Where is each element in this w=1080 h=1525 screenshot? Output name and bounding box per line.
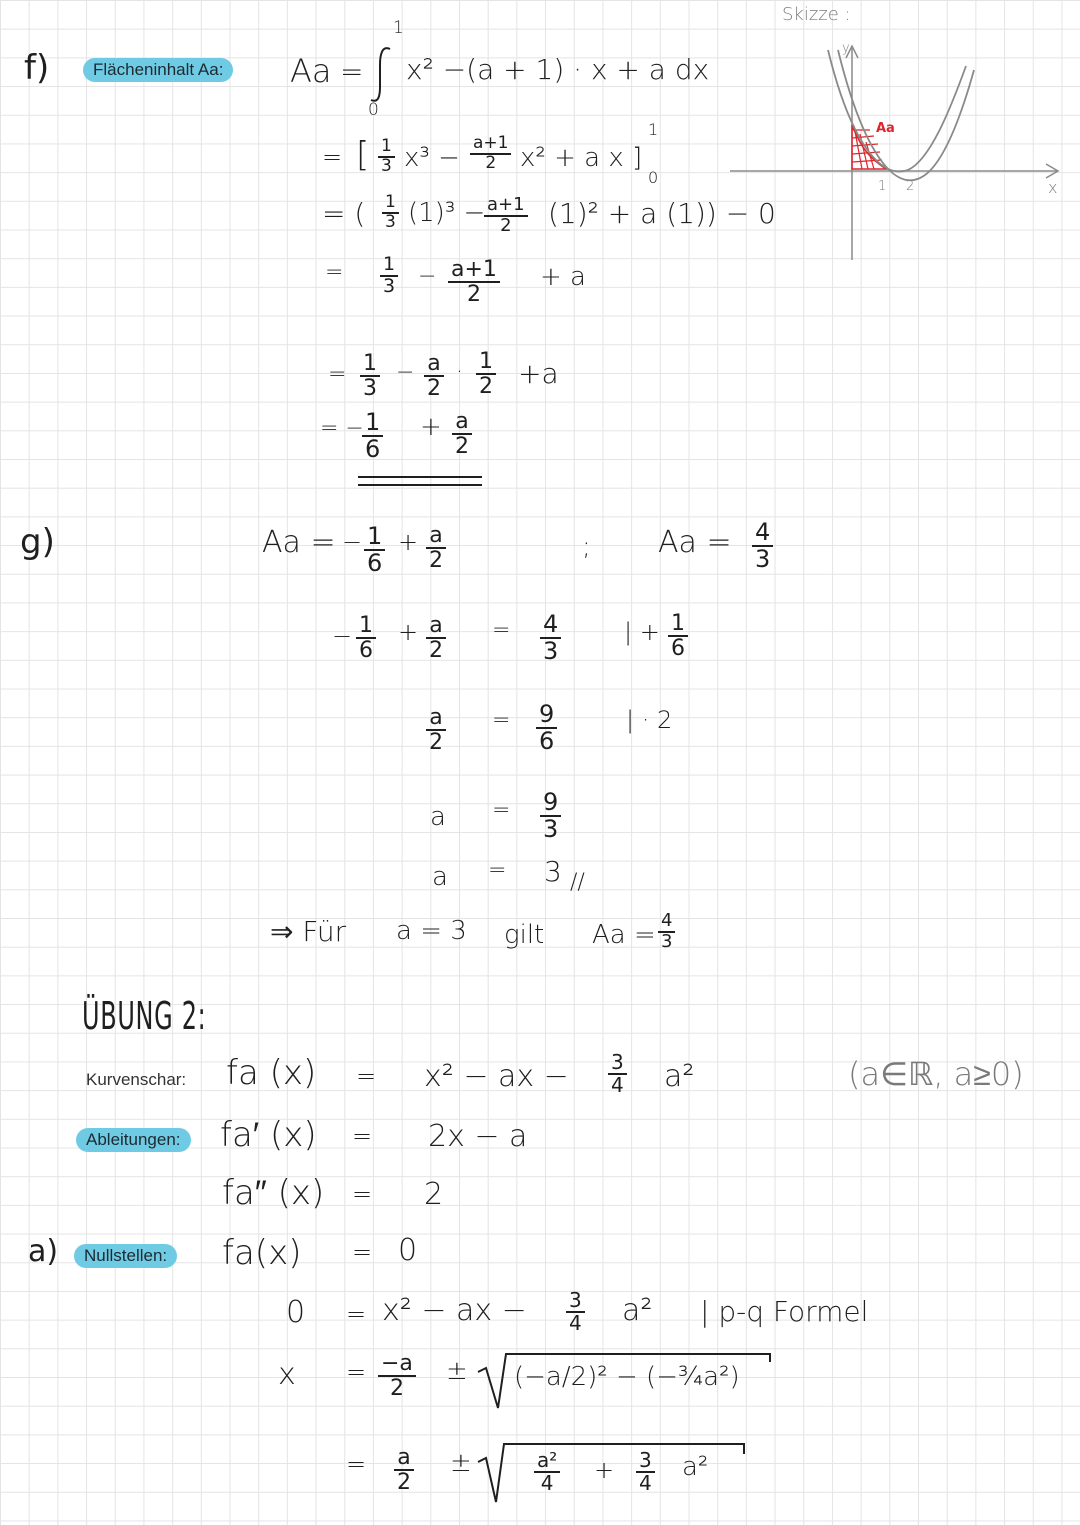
fraction-a-plus-1-over-2: $\frac{a+1}{2}$ xyxy=(470,135,511,173)
sketch-y-label: y xyxy=(842,41,850,56)
plus-sign: + xyxy=(398,618,419,646)
fraction-three-quarters-3: $\frac{3}{4}$ xyxy=(636,1450,655,1494)
kurvenschar-label: Kurvenschar: xyxy=(86,1070,187,1089)
fa-first-derivative: fa′ (x) xyxy=(220,1115,317,1155)
fraction-three-quarters-2: $\frac{3}{4}$ xyxy=(566,1290,585,1334)
equals-minus: = − xyxy=(320,416,364,441)
fraction-one-third-2: $\frac{1}{3}$ xyxy=(382,194,399,232)
fraction-a-over-2-g3: $\frac{a}{2}$ xyxy=(426,706,446,754)
equals-sign: = xyxy=(322,143,343,171)
sketch-x-label: x xyxy=(1048,178,1058,197)
equals-sign: = xyxy=(325,260,344,285)
conclusion-Aa: Aa = xyxy=(592,920,656,950)
g-result-mark: // xyxy=(570,870,585,895)
section-g-letter: g) xyxy=(20,522,55,562)
fraction-nine-thirds: $\frac{9}{3}$ xyxy=(540,790,561,842)
fa-function: fa (x) xyxy=(226,1053,317,1093)
sketch-tick-1: 1 xyxy=(878,179,887,194)
sketch-area-label: Aa xyxy=(876,121,895,136)
limit-upper: 1 xyxy=(648,120,659,139)
equals-sign: = xyxy=(340,55,364,88)
x-squared-term: x² + a x ] xyxy=(520,143,643,173)
equals-sign: = xyxy=(346,1450,367,1478)
fraction-a2-over-4: $\frac{\text{a²}}{4}$ xyxy=(534,1450,560,1494)
g-result: 3 xyxy=(544,855,562,888)
fraction-one-third-4: $\frac{1}{3}$ xyxy=(360,352,380,400)
minus-sign: − xyxy=(332,622,353,650)
fraction-a-over-2-g1: $\frac{a}{2}$ xyxy=(426,524,446,572)
g-row4-a: a xyxy=(430,802,446,832)
g-row5-a: a xyxy=(432,862,448,892)
pq-formula-note: | p-q Formel xyxy=(700,1295,869,1328)
conclusion-gilt: gilt xyxy=(504,920,545,950)
zero-lhs: 0 xyxy=(286,1295,306,1330)
uebung2-title: ÜBUNG 2: xyxy=(82,994,207,1038)
fa-x-zero: fa(x) xyxy=(222,1233,302,1273)
equals-sign: = xyxy=(352,1238,373,1266)
flaecheninhalt-label: Flächeninhalt Aa: xyxy=(83,58,233,82)
area-symbol: Aa xyxy=(290,52,332,90)
fraction-four-thirds-concl: $\frac{4}{3}$ xyxy=(658,912,675,952)
equals-sign: = xyxy=(346,1358,367,1386)
equals-paren: = ( xyxy=(322,197,366,230)
integral-sign xyxy=(368,45,398,105)
fraction-three-quarters: $\frac{3}{4}$ xyxy=(608,1052,627,1096)
sqrt2-a-squared: a² xyxy=(682,1452,709,1482)
fa-second-derivative: fa″ (x) xyxy=(222,1173,325,1213)
zero-rhs: x² − ax − xyxy=(382,1293,527,1328)
fraction-one-sixth-g2: $\frac{1}{6}$ xyxy=(356,614,376,662)
bracket-open: [ xyxy=(356,135,370,175)
fraction-a-over-2: $\frac{a}{2}$ xyxy=(424,352,444,400)
x-variable: x xyxy=(278,1357,296,1392)
fa-rhs: x² − ax − xyxy=(424,1059,569,1094)
sketch-graph xyxy=(730,30,1070,270)
plus-a-term: + a xyxy=(540,262,586,292)
plus-minus-sign-2: ± xyxy=(450,1448,472,1478)
sketch-tick-2: 2 xyxy=(906,179,915,194)
equals-sign: = xyxy=(328,362,347,387)
ableitungen-label: Ableitungen: xyxy=(76,1128,191,1152)
equals-sign: = xyxy=(492,798,511,823)
conclusion-arrow: ⇒ Für xyxy=(270,915,347,948)
fax-rhs: 0 xyxy=(398,1233,418,1268)
fraction-a-over-2-g2: $\frac{a}{2}$ xyxy=(426,614,446,662)
plus-sign: + xyxy=(594,1456,615,1484)
equals-sign: = xyxy=(492,618,511,643)
fraction-one-sixth: $\frac{1}{6}$ xyxy=(362,410,383,462)
g-row1-rhs: Aa = xyxy=(658,525,732,560)
op-times-two: | · 2 xyxy=(626,706,673,734)
fraction-four-thirds-g2: $\frac{4}{3}$ xyxy=(540,612,561,664)
one-squared-term: (1)² + a (1)) − 0 xyxy=(548,197,776,230)
op-plus-sixth: | + xyxy=(624,618,660,646)
fraction-one-third-3: $\frac{1}{3}$ xyxy=(380,255,398,297)
section-f-letter: f) xyxy=(24,48,50,88)
fraction-four-thirds-g1: $\frac{4}{3}$ xyxy=(752,520,773,572)
fraction-a-plus-1-over-2-c: $\frac{a+1}{2}$ xyxy=(448,258,500,306)
fraction-one-third: $\frac{1}{3}$ xyxy=(378,138,395,176)
sketch-title: Skizze : xyxy=(782,4,851,25)
fraction-one-half: $\frac{1}{2}$ xyxy=(476,350,496,398)
equals-sign: = xyxy=(492,708,511,733)
equals-sign: = xyxy=(346,1300,367,1328)
integral-upper-bound: 1 xyxy=(393,18,404,38)
fraction-minus-a-over-2: $\frac{-a}{2}$ xyxy=(378,1352,416,1400)
zero-a-squared: a² xyxy=(622,1293,653,1328)
fraction-nine-sixths: $\frac{9}{6}$ xyxy=(536,702,557,754)
fa2-rhs: 2 xyxy=(424,1177,444,1212)
sqrt-content: (−a/2)² − (−¾a²) xyxy=(514,1362,740,1392)
g-row1-lhs: Aa = xyxy=(262,525,336,560)
one-cubed-term: (1)³ − xyxy=(408,198,486,228)
equals-sign: = xyxy=(352,1122,373,1150)
equals-sign: = xyxy=(352,1180,373,1208)
conclusion-a: a = 3 xyxy=(396,916,467,946)
result-double-underline xyxy=(358,476,482,486)
fa1-rhs: 2x − a xyxy=(428,1119,528,1154)
fraction-a-over-2-b: $\frac{a}{2}$ xyxy=(452,410,472,458)
equals-sign: = xyxy=(356,1062,377,1090)
domain-note: (a∈ℝ, a≥0) xyxy=(848,1055,1024,1093)
section-a-letter: a) xyxy=(28,1234,59,1269)
fa-a-squared: a² xyxy=(664,1059,695,1094)
fraction-one-sixth-op: $\frac{1}{6}$ xyxy=(668,612,688,660)
plus-minus-sign: ± xyxy=(446,1356,468,1386)
plus-sign: + xyxy=(420,412,442,442)
minus-sign: − xyxy=(342,528,363,556)
integrand: x² −(a + 1) · x + a dx xyxy=(406,53,710,86)
minus-sign: − xyxy=(418,264,437,289)
x-cubed-term: x³ − xyxy=(404,143,460,173)
minus-sign: − xyxy=(396,360,415,385)
plus-a-term-2: +a xyxy=(518,357,559,390)
fraction-one-sixth-g1: $\frac{1}{6}$ xyxy=(364,524,385,576)
fraction-a-over-2-x: $\frac{a}{2}$ xyxy=(394,1446,414,1494)
fraction-a-plus-1-over-2-b: $\frac{a+1}{2}$ xyxy=(484,196,528,236)
separator: ; xyxy=(582,532,591,562)
equals-sign: = xyxy=(488,858,507,883)
plus-sign: + xyxy=(398,528,419,556)
integral-lower-bound: 0 xyxy=(368,100,379,120)
dot-sign: · xyxy=(456,360,463,385)
limit-lower: 0 xyxy=(648,168,659,187)
nullstellen-label: Nullstellen: xyxy=(74,1244,177,1268)
